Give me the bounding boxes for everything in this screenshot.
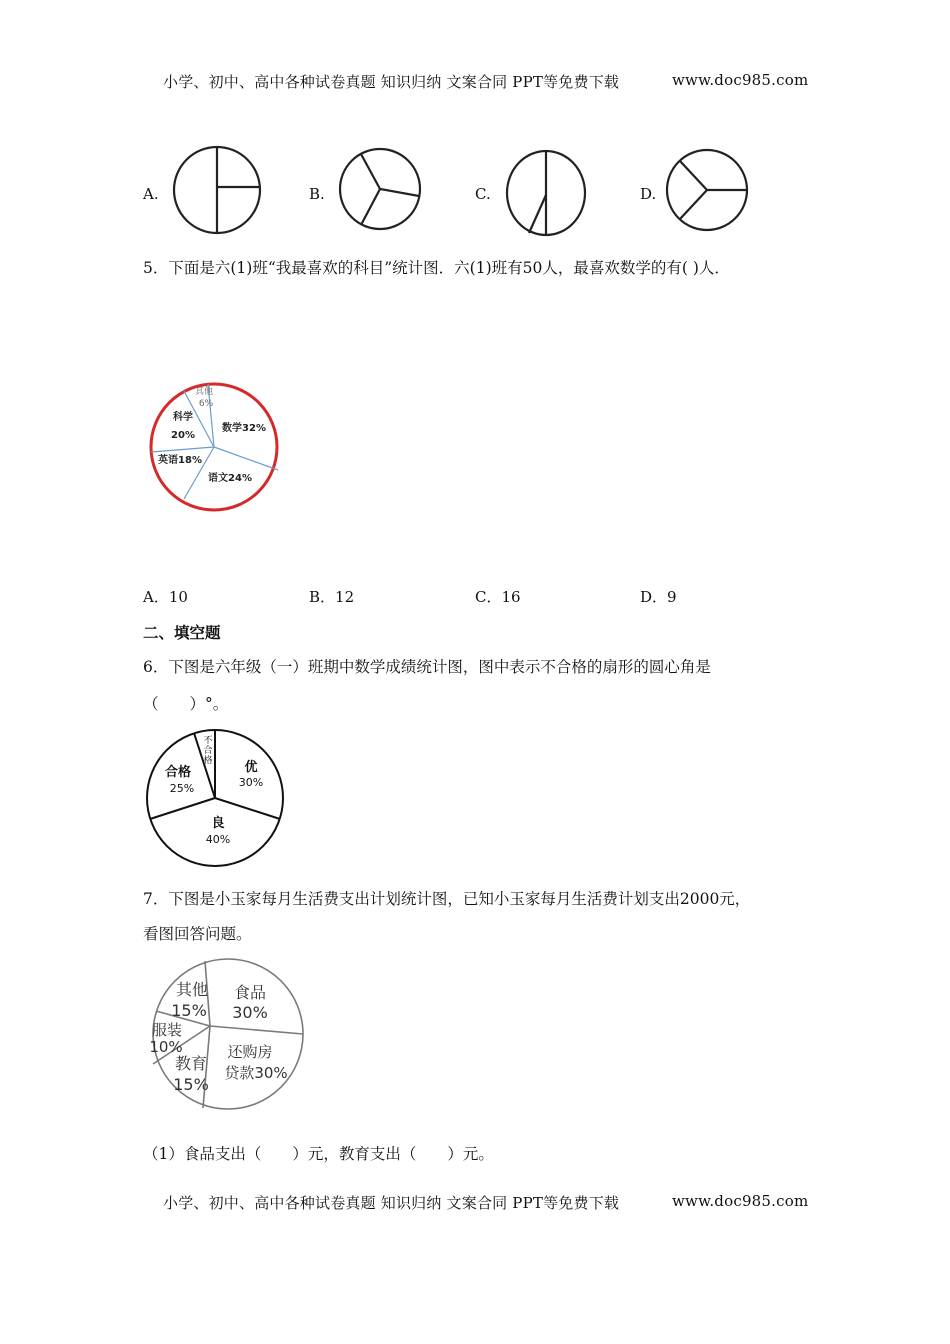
q6-label-buhege-1: 不 (203, 736, 213, 746)
q6-pct-you: 30% (238, 776, 264, 789)
section-title: 二、填空题 (143, 623, 221, 642)
q6-label-buhege-3: 格 (203, 756, 213, 766)
q5-stem: 5．下面是六(1)班“我最喜欢的科目”统计图．六(1)班有50人，最喜欢数学的有( )人． (143, 259, 730, 277)
q7-pct-qita: 15% (171, 1001, 207, 1020)
q7-label-fuzhuang: 服装 (151, 1021, 183, 1039)
q6-pie-chart (140, 722, 300, 872)
q5-option-d[interactable]: D．9 (640, 588, 677, 606)
q7-label-shipin: 食品 (233, 983, 267, 1002)
q5-pct-kexue: 20% (171, 430, 195, 441)
footer-url[interactable]: www.doc985.com (672, 1192, 809, 1210)
q7-label-huangou-line1: 还购房 (227, 1043, 273, 1061)
q4-option-b-label[interactable]: B. (309, 185, 325, 203)
q7-pie-chart (140, 954, 315, 1119)
q7-pct-shipin: 30% (232, 1003, 268, 1022)
q7-label-jiaoyu: 教育 (174, 1054, 208, 1073)
q4-option-a-label[interactable]: A. (143, 185, 159, 203)
q7-stem-line2: 看图回答问题。 (143, 925, 252, 943)
q5-option-a[interactable]: A．10 (143, 588, 188, 606)
q4-option-d-label[interactable]: D. (640, 185, 657, 203)
q7-label-qita: 其他 (175, 980, 209, 999)
q4-figure-d (667, 150, 747, 230)
q6-label-buhege-2: 合 (203, 746, 213, 756)
q5-label-yingyu: 英语18% (158, 455, 202, 466)
q5-pie-chart (140, 372, 290, 522)
q5-label-yuwen: 语文24% (208, 473, 252, 484)
q6-stem-line2: （ ）°。 (143, 695, 229, 713)
q5-option-b[interactable]: B．12 (309, 588, 355, 606)
header-text: 小学、初中、高中各种试卷真题 知识归纳 文案合同 PPT等免费下载 (163, 73, 620, 91)
header-url[interactable]: www.doc985.com (672, 71, 809, 89)
q7-sub1: （1）食品支出（ ）元，教育支出（ ）元。 (143, 1145, 494, 1163)
q6-label-hege: 合格 (164, 765, 192, 780)
q4-option-c-label[interactable]: C. (475, 185, 491, 203)
q5-option-c[interactable]: C．16 (475, 588, 521, 606)
q4-figure-c (507, 151, 585, 235)
q7-label-huangou-line2: 贷款30% (224, 1064, 288, 1082)
q4-figures (0, 0, 950, 250)
q5-label-qita: 其他 (194, 387, 214, 397)
page-footer (163, 1192, 619, 1213)
q6-label-you: 优 (244, 760, 258, 775)
q4-figure-a (174, 147, 260, 233)
q5-pct-qita: 6% (198, 399, 214, 409)
q6-stem-line1: 6．下图是六年级（一）班期中数学成绩统计图，图中表示不合格的扇形的圆心角是 (143, 658, 711, 676)
q5-label-shuxue: 数学32% (222, 423, 266, 434)
footer-text: 小学、初中、高中各种试卷真题 知识归纳 文案合同 PPT等免费下载 (163, 1194, 620, 1212)
q6-pct-hege: 25% (169, 782, 195, 795)
q6-label-liang: 良 (211, 816, 225, 831)
q7-pct-jiaoyu: 15% (173, 1075, 209, 1094)
q4-figure-b (340, 149, 420, 229)
q6-pct-liang: 40% (205, 833, 231, 846)
q7-stem-line1: 7．下图是小玉家每月生活费支出计划统计图，已知小玉家每月生活费计划支出2000元， (143, 890, 751, 908)
q7-pct-fuzhuang: 10% (149, 1038, 183, 1056)
q5-label-kexue: 科学 (173, 412, 193, 423)
